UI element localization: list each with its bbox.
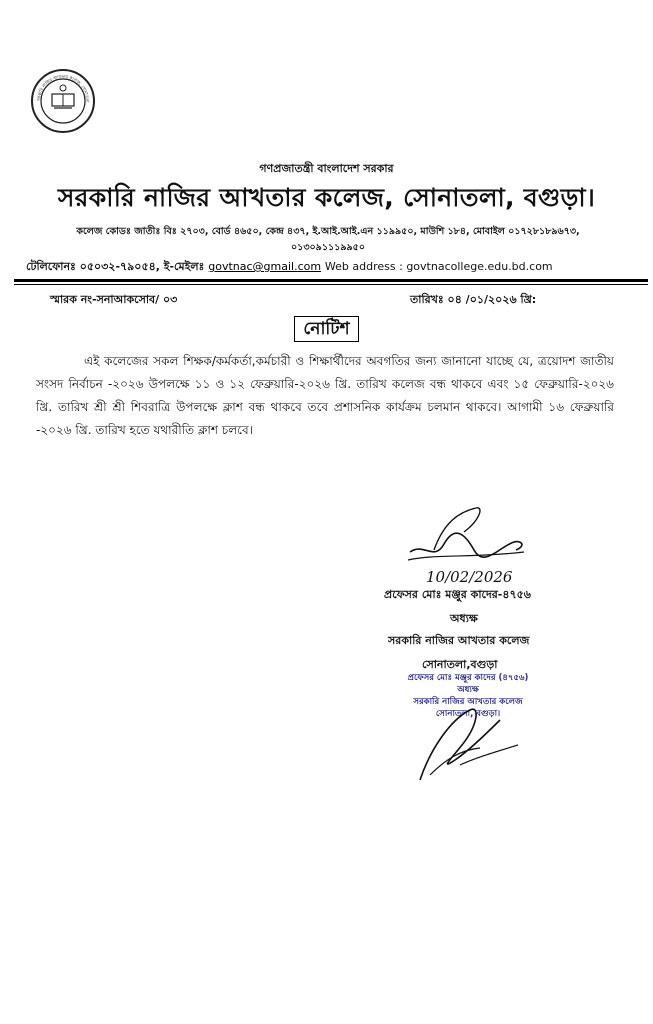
codes-line-2: ০১৩০৯১১১৯৯৫০	[290, 242, 366, 253]
web-address: Web address : govtnacollege.edu.bd.com	[324, 260, 553, 273]
notice-title-wrap	[0, 316, 653, 344]
notice-body: এই কলেজের সকল শিক্ষক/কর্মকর্তা,কর্মচারী ও শিক্ষার্থীদের অবগতির জন্য জানানো যাচ্ছে যে, ত্রয়োদশ জাতীয় সংসদ নির্বাচন -২০২৬ উপলক্ষে ১১ ও ১২ ফেব্রুয়ারি-২০২৬ খ্রি. তারিখ কলেজ বন্ধ থাকবে এবং ১৫ ফেব্রুয়ারি-২০২৬ খ্রি. তারিখ শ্রী শ্রী শিবরাত্রি উপলক্ষে ক্লাশ বন্ধ থাকবে তবে প্রশাসনিক কার্যক্রম চলমান থাকবে। আগামী ১৬ ফেব্রুয়ারি -২০২৬ খ্রি. তারিখ হতে যথারীতি ক্লাশ চলবে।	[36, 354, 614, 437]
signatory-place: সোনাতলা,বগুড়া	[422, 658, 498, 671]
college-codes	[48, 224, 608, 256]
signatory-name: প্রফেসর মোঃ মঞ্জুর কাদের-৪৭৫৬	[384, 588, 531, 601]
contact-line	[26, 258, 636, 277]
memo-date: তারিখঃ ০৪ /০১/২০২৬ খ্রি:	[410, 293, 537, 306]
signatory-college: সরকারি নাজির আখতার কলেজ	[388, 634, 530, 647]
government-line: গণপ্রজাতন্ত্রী বাংলাদেশ সরকার	[259, 162, 394, 175]
stamp-signature	[400, 690, 530, 790]
email-link[interactable]: govtnac@gmail.com	[208, 260, 322, 273]
memo-number: স্মারক নং-সনাআকসোব/ ০৩	[50, 293, 178, 306]
stamp-line-4: সোনাতলা, বগুড়া।	[435, 709, 501, 719]
college-seal-icon	[30, 68, 96, 134]
signatory-title: অধ্যক্ষ	[450, 612, 478, 625]
principal-signature	[404, 502, 534, 592]
stamp-line-2: অধ্যক্ষ	[457, 685, 479, 695]
header-divider-thin	[14, 284, 648, 285]
header-divider-thick	[14, 279, 648, 282]
stamp-line-1: প্রফেসর মোঃ মঞ্জুর কাদের (৪৭৫৬)	[407, 673, 529, 683]
svg-text:সরকারি নাজির আখতার কলেজ, সোনাত	[30, 68, 90, 103]
seal-text: সরকারি নাজির আখতার কলেজ, সোনাতলা	[35, 73, 91, 103]
handwritten-date: 10/02/2026	[426, 568, 513, 586]
phone-text: টেলিফোনঃ ০৫০৩২-৭৯০৫৪, ই-মেইলঃ	[26, 260, 205, 273]
notice-title: নোটিশ	[294, 316, 358, 342]
college-name-heading: সরকারি নাজির আখতার কলেজ, সোনাতলা, বগুড়া।	[57, 183, 596, 212]
codes-line-1: কলেজ কোডঃ জাতীঃ বিঃ ২৭০৩, বোর্ড ৪৬৫০, কেন্দ্র ৪৩৭, ই.আই.আই.এন ১১৯৯৫০, মাউশি ১৮৪, মোবাইল ০১৭২৮১৮৯৬৭৩,	[76, 226, 580, 237]
stamp-line-3: সরকারি নাজির আখতার কলেজ	[413, 697, 523, 707]
